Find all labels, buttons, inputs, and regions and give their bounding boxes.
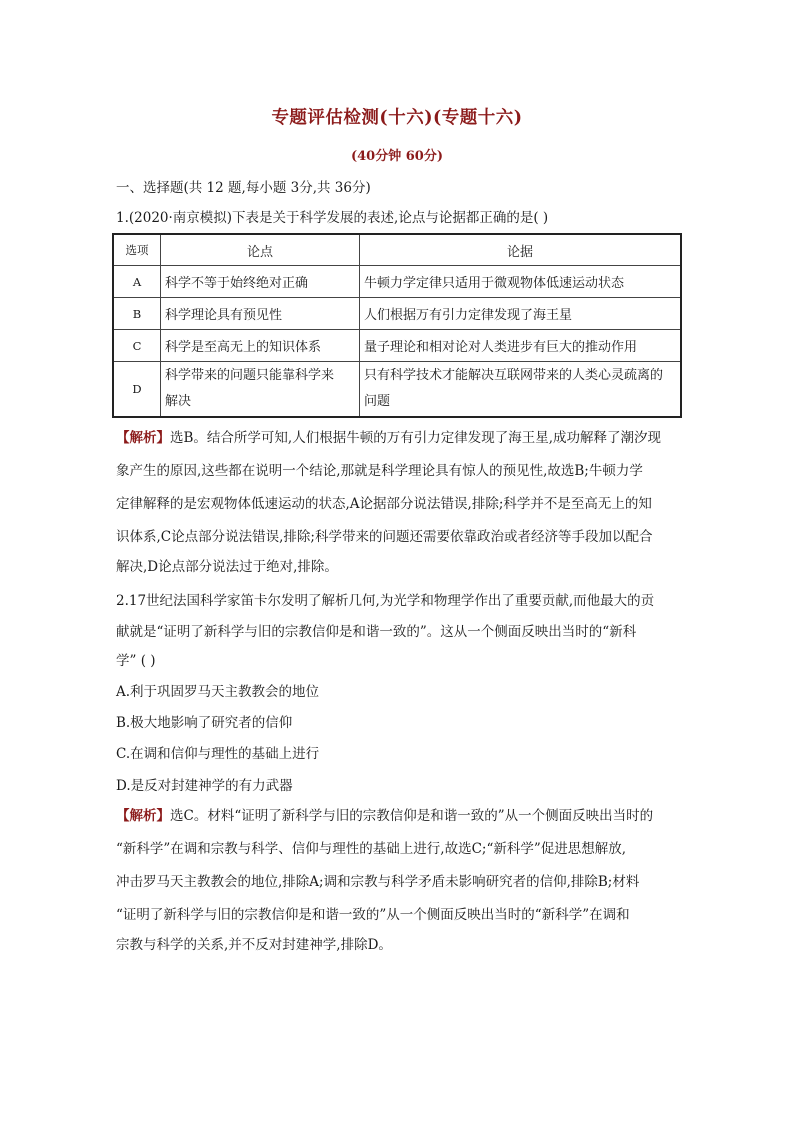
row-claim: 科学是至高无上的知识体系 bbox=[161, 330, 360, 362]
row-option: B bbox=[113, 298, 161, 330]
row-claim: 科学理论具有预见性 bbox=[161, 298, 360, 330]
table-header-row bbox=[113, 234, 681, 266]
page-subtitle: (40分钟 60分) bbox=[350, 149, 443, 164]
question-1-analysis-line: 象产生的原因,这些都在说明一个结论,那就是科学理论具有惊人的预见性,故选B;牛顿力学 bbox=[116, 463, 643, 479]
question-1-analysis-line bbox=[116, 428, 661, 448]
row-option: A bbox=[113, 266, 161, 298]
analysis-text: 选B。结合所学可知,人们根据牛顿的万有引力定律发现了海王星,成功解释了潮汐现 bbox=[170, 430, 662, 446]
question-2-analysis-line: “新科学”在调和宗教与科学、信仰与理性的基础上进行,故选C;“新科学”促进思想解放, bbox=[116, 841, 627, 857]
question-2-analysis-line: 宗教与科学的关系,并不反对封建神学,排除D。 bbox=[116, 937, 392, 953]
question-2-stem-line: 献就是“证明了新科学与旧的宗教信仰是和谐一致的”。这从一个侧面反映出当时的“新科 bbox=[116, 624, 637, 640]
row-evidence: 人们根据万有引力定律发现了海王星 bbox=[360, 298, 682, 330]
row-claim: 科学不等于始终绝对正确 bbox=[161, 266, 360, 298]
row-evidence: 牛顿力学定律只适用于微观物体低速运动状态 bbox=[360, 266, 682, 298]
question-2-option-c: C.在调和信仰与理性的基础上进行 bbox=[116, 746, 320, 762]
question-1-analysis-line: 定律解释的是宏观物体低速运动的状态,A论据部分说法错误,排除;科学并不是至高无上的知 bbox=[116, 496, 652, 512]
row-option: C bbox=[113, 330, 161, 362]
row-option: D bbox=[113, 362, 161, 418]
header-option: 选项 bbox=[113, 234, 161, 266]
question-1-analysis-line: 解决,D论点部分说法过于绝对,排除。 bbox=[116, 559, 338, 575]
question-1-analysis-line: 识体系,C论点部分说法错误,排除;科学带来的问题还需要依靠政治或者经济等手段加以配合 bbox=[116, 529, 653, 545]
analysis-label: 【解析】 bbox=[116, 430, 170, 446]
question-2-analysis-line bbox=[116, 806, 653, 826]
header-evidence: 论据 bbox=[360, 234, 682, 266]
page-title: 专题评估检测(十六)(专题十六) bbox=[271, 108, 523, 128]
table-row bbox=[113, 298, 681, 330]
question-2-stem-line: 2.17世纪法国科学家笛卡尔发明了解析几何,为光学和物理学作出了重要贡献,而他最大的贡 bbox=[116, 593, 655, 609]
question-1-table bbox=[112, 233, 682, 418]
header-claim: 论点 bbox=[161, 234, 360, 266]
section-heading: 一、选择题(共 12 题,每小题 3分,共 36分) bbox=[116, 180, 371, 196]
question-1-stem: 1.(2020·南京模拟)下表是关于科学发展的表述,论点与论据都正确的是( ) bbox=[116, 210, 549, 226]
question-2-option-b: B.极大地影响了研究者的信仰 bbox=[116, 715, 293, 731]
row-evidence: 量子理论和相对论对人类进步有巨大的推动作用 bbox=[360, 330, 682, 362]
table-row bbox=[113, 330, 681, 362]
row-evidence-line: 只有科学技术才能解决互联网带来的人类心灵疏离的 bbox=[364, 368, 664, 383]
question-2-option-d: D.是反对封建神学的有力武器 bbox=[116, 778, 293, 794]
row-evidence bbox=[360, 362, 682, 418]
analysis-text: 选C。材料“证明了新科学与旧的宗教信仰是和谐一致的”从一个侧面反映出当时的 bbox=[170, 808, 654, 824]
question-2-stem-line: 学” ( ) bbox=[116, 653, 156, 669]
question-2-option-a: A.利于巩固罗马天主教教会的地位 bbox=[116, 684, 320, 700]
row-claim-line: 解决 bbox=[165, 394, 192, 409]
row-evidence-line: 问题 bbox=[364, 394, 391, 409]
table-row bbox=[113, 266, 681, 298]
analysis-label: 【解析】 bbox=[116, 808, 170, 824]
row-claim-line: 科学带来的问题只能靠科学来 bbox=[165, 368, 335, 383]
table-row bbox=[113, 362, 681, 418]
question-2-analysis-line: 冲击罗马天主教教会的地位,排除A;调和宗教与科学矛盾未影响研究者的信仰,排除B;材料 bbox=[116, 874, 640, 890]
row-claim bbox=[161, 362, 360, 418]
question-2-analysis-line: “证明了新科学与旧的宗教信仰是和谐一致的”从一个侧面反映出当时的“新科学”在调和 bbox=[116, 907, 630, 923]
